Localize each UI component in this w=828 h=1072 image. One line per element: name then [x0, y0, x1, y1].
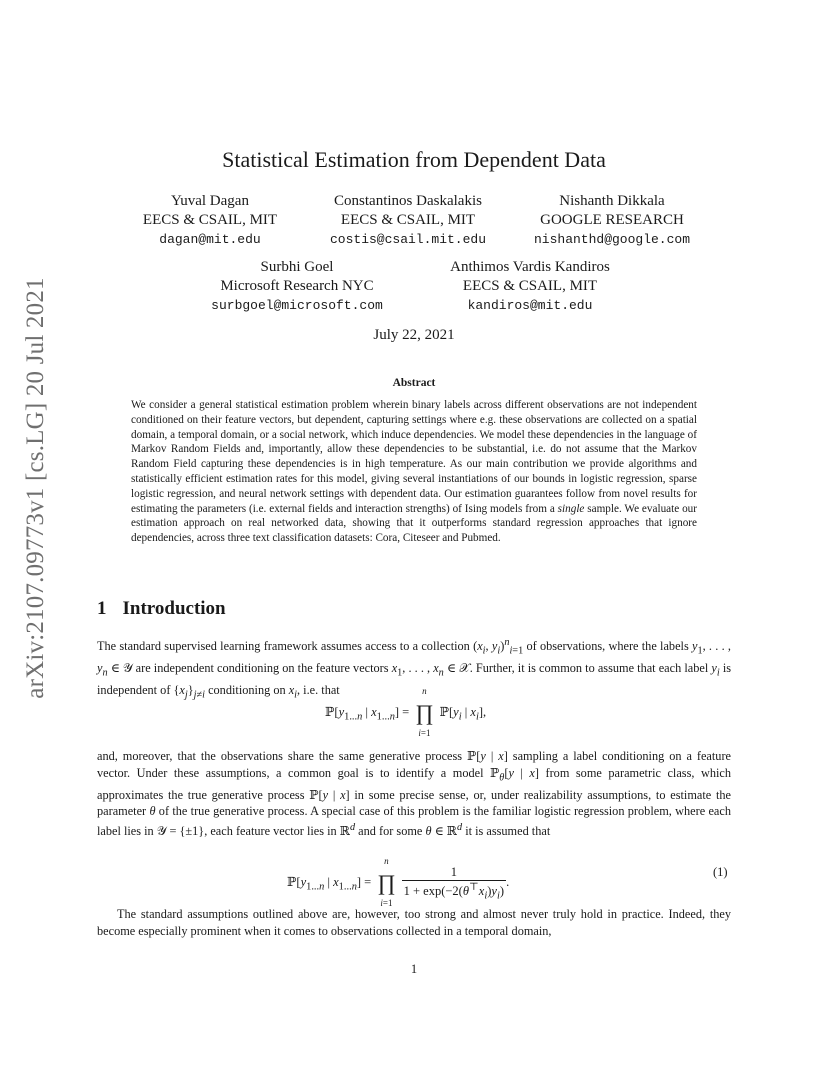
text-run: and, moreover, that the observations share the same generative process [97, 749, 463, 763]
arxiv-stamp-text: arXiv:2107.09773v1 [cs.LG] 20 Jul 2021 [22, 276, 49, 699]
author-affiliation: EECS & CSAIL, MIT [340, 212, 476, 228]
author-email: costis@csail.mit.edu [329, 232, 487, 247]
text-run: , i.e. that [297, 683, 340, 698]
author-name: Nishanth Dikkala [559, 193, 665, 209]
paragraph-2: and, moreover, that the observations share the same generative process ℙ[y | x] sampling a label conditioning on a feature vector. Under these assumptions, a common goal is to identify a model ℙ$_\theta$[y | x] from some parametric class, which approximates the true generative process ℙ[y | x] in some precise sense, or, under realizability assumptions, to estimate the parameter θ of the true generative process. A special case of this problem is the familiar logistic regression problem, where each label lies in 𝒴 = {±1}, each feature vector lies in ℝ$^d$ and for some θ ∈ ℝ$^d$ it is assumed that [97, 749, 732, 838]
paper-date: July 22, 2021 [373, 327, 455, 343]
text-run: and for some [358, 823, 423, 838]
abstract-heading: Abstract [392, 377, 436, 389]
abstract-emphasis: single [557, 502, 585, 515]
text-run: of observations, where the labels [526, 639, 689, 654]
text-run: is independent of [97, 661, 732, 698]
paper-title: Statistical Estimation from Dependent Data [222, 147, 606, 172]
author-name: Surbhi Goel [260, 259, 334, 275]
author-affiliation: EECS & CSAIL, MIT [142, 212, 278, 228]
author-2 [308, 192, 508, 249]
text-run: The standard supervised learning framework assumes access to a collection [97, 639, 470, 654]
text-run: . Further, it is common to assume that each label [469, 661, 709, 676]
author-3 [512, 192, 712, 249]
paragraph-1: The standard supervised learning framework assumes access to a collection ($x_i$, $y_i)^n_{i=1}$ of observations, where the labels $y_1$, . . . , $y_n$ ∈ 𝒴 are independent conditioning on the feature vectors $x_1$, . . . , $x_n$ ∈ 𝒳. Further, it is common to assume that each label $y_i$ is independent of $\{x_j\}_{j\ne i}$ conditioning on $x_i$, i.e. that [97, 637, 732, 701]
author-email: nishanthd@google.com [533, 232, 691, 247]
section-title: Introduction [122, 598, 226, 619]
page-number: 1 [410, 962, 418, 976]
equation-independence: $ℙ[y_{1...n}$ | $x_{1...n}$] = n ∏ i=1 $ℙ[y_i$ | $x_i$], [325, 686, 487, 738]
author-name: Yuval Dagan [171, 193, 249, 209]
author-name: Anthimos Vardis Kandiros [450, 259, 610, 275]
section-heading [97, 598, 226, 620]
author-affiliation: Microsoft Research NYC [220, 278, 374, 294]
text-run: in some precise sense, or, under realizability assumptions, to estimate the parameter [97, 787, 731, 819]
text-run: , each feature vector lies in [204, 823, 337, 838]
author-email: surbgoel@microsoft.com [211, 298, 383, 313]
arxiv-stamp [14, 276, 58, 699]
section-number: 1 [97, 598, 107, 619]
text-run: it is assumed that [465, 823, 551, 838]
author-affiliation: GOOGLE RESEARCH [540, 212, 684, 228]
text-run: from some parametric class, which approximates the true generative process [97, 765, 731, 802]
author-1 [110, 192, 310, 249]
equation-logistic: $ℙ[y_{1...n}$ | $x_{1...n}$] = n ∏ i=1 $\frac{1}{1 + \exp(-2(\theta^⊤x_i)y_i)}$ . [287, 856, 510, 909]
author-email: dagan@mit.edu [159, 232, 261, 247]
abstract-text: We consider a general statistical estimation problem wherein binary labels across different observations are not independent conditioned on their feature vectors, but dependent, capturing settings where e.g. these observations are collected on a spatial domain, a temporal domain, or a social network, which induce dependencies. We model these dependencies in the language of Markov Random Fields and, importantly, allow these dependencies to be substantial, i.e. do not assume that the Markov Random Field capturing these dependencies is in high temperature. As our main contribution we provide algorithms and statistically efficient estimation rates for this model, giving several instantiations of our bounds in logistic regression, sparse logistic regression, and neural network settings with dependent data. Our estimation guarantees follow from novel results for estimating the parameters (i.e. external fields and interaction strengths) of Ising models from a [131, 399, 697, 515]
text-run: sampling a label conditioning on a feature vector. Under these assumptions, a common goal is to identify a model [97, 749, 732, 780]
author-4 [197, 258, 397, 315]
abstract-body [131, 398, 697, 546]
text-run: conditioning on [208, 683, 286, 698]
author-name: Constantinos Daskalakis [334, 193, 482, 209]
author-email: kandiros@mit.edu [467, 298, 593, 313]
author-affiliation: EECS & CSAIL, MIT [462, 278, 598, 294]
text-run: are independent conditioning on the feature vectors [135, 661, 389, 676]
abstract-text: sample. We evaluate our estimation approach on real networked data, showing that it outperforms standard regression approaches that ignore dependencies, across three text classification datasets: Cora, Citeseer and Pubmed. [131, 502, 697, 545]
paragraph-3: The standard assumptions outlined above are, however, too strong and almost never truly hold in practice. Indeed, they become especially prominent when it comes to observations collected in a temporal domain, [97, 907, 731, 938]
text-run: of the true generative process. A special case of this problem is the familiar logistic regression problem, where each label lies in [97, 804, 731, 838]
equation-number: (1) [713, 865, 728, 879]
author-5 [430, 258, 630, 315]
